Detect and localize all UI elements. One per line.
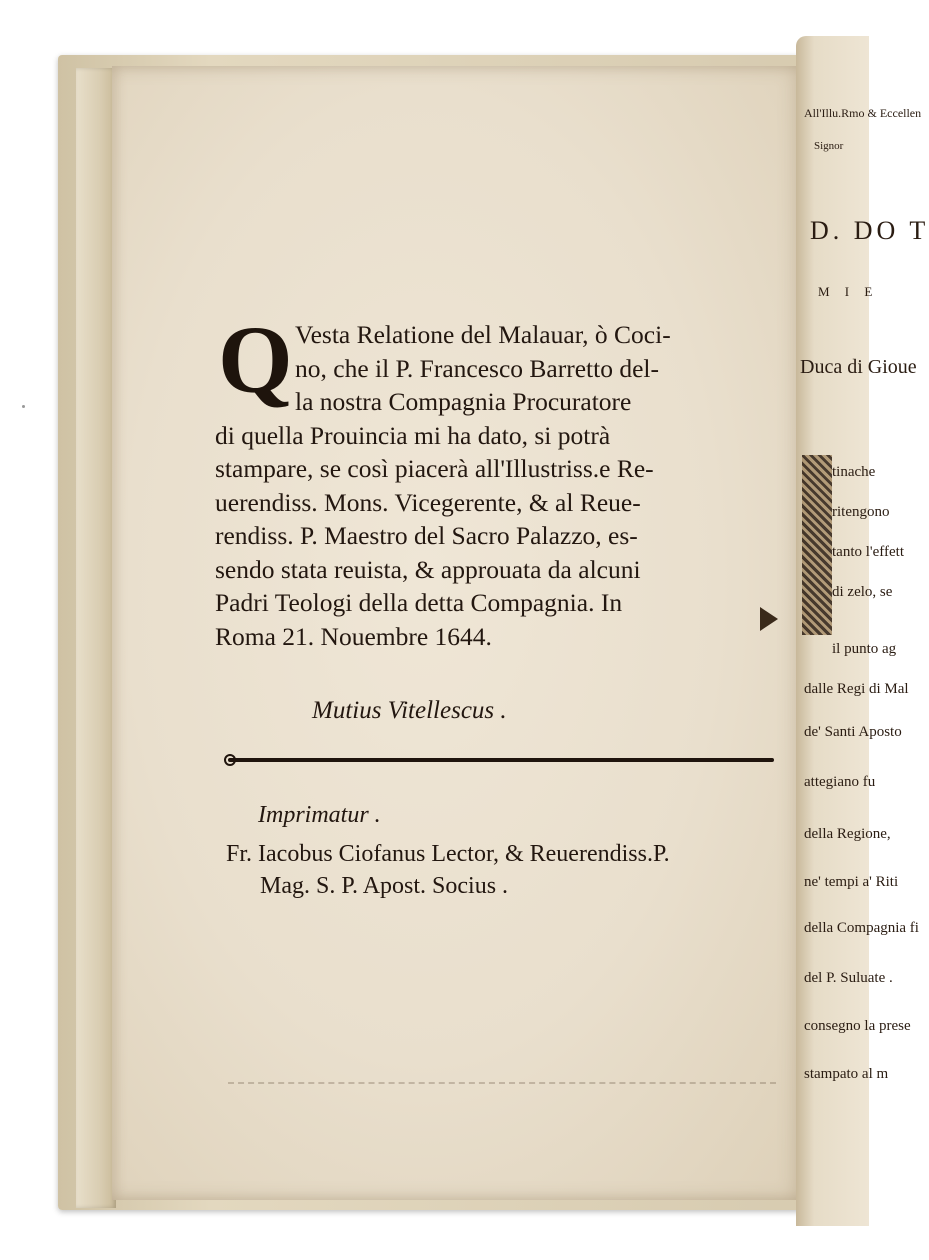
page-edge — [76, 68, 116, 1208]
signature: Mutius Vitellescus . — [312, 697, 507, 724]
text-line: Padri Teologi della detta Compagnia. In — [215, 588, 623, 617]
text-line: Fr. Iacobus Ciofanus Lector, & Reuerendiss.P. — [226, 841, 670, 867]
right-page-text: Duca di Gioue — [800, 356, 917, 378]
text-line: di quella Prouincia mi ha dato, si potrà — [215, 420, 611, 450]
right-page-text: stampato al m — [804, 1066, 889, 1082]
right-page-text: D. DO T — [810, 216, 929, 245]
pointer-arrow-icon — [760, 607, 778, 631]
divider-rule — [228, 758, 774, 762]
right-page-text: consegno la prese — [804, 1018, 911, 1034]
text-line: Vesta Relatione del Malauar, ò Coci- — [295, 320, 671, 349]
text-line: la nostra Compagnia Procuratore — [295, 387, 632, 416]
right-page-text: tanto l'effett — [832, 544, 904, 560]
text-line: sendo stata reuista, & approuata da alcuni — [215, 554, 641, 584]
drop-cap: Q — [218, 306, 293, 413]
approval-text — [226, 838, 670, 902]
text-line: rendiss. P. Maestro del Sacro Palazzo, es- — [215, 521, 638, 550]
text-line: Mag. S. P. Apost. Socius . — [260, 873, 509, 899]
right-page-text: dalle Regi di Mal — [804, 681, 909, 697]
text-line: uerendiss. Mons. Vicegerente, & al Reue- — [215, 487, 641, 517]
right-page-text: il punto ag — [832, 641, 897, 657]
show-through-rule — [228, 1082, 776, 1084]
right-page-text: All'Illu.Rmo & Eccellen — [804, 106, 922, 120]
imprimatur-heading: Imprimatur . — [258, 802, 381, 828]
text-line: Roma 21. Nouembre 1644. — [215, 621, 492, 651]
right-page-text: Signor — [814, 140, 844, 152]
text-line: no, che il P. Francesco Barretto del- — [295, 353, 659, 383]
text-line: stampare, se così piacerà all'Illustriss.e Re- — [215, 454, 654, 483]
right-page-text: di zelo, se — [832, 584, 893, 600]
right-page-text: tinache — [832, 464, 876, 480]
right-page-text: della Regione, — [804, 826, 891, 842]
right-page-text: M I E — [818, 284, 879, 299]
license-text — [215, 318, 780, 653]
right-page-text: attegiano fu — [804, 774, 876, 790]
woodcut-ornament — [802, 455, 832, 635]
speck — [22, 405, 25, 408]
right-page-text: de' Santi Aposto — [804, 724, 902, 740]
right-page-text: del P. Suluate . — [804, 970, 893, 986]
right-page-text: della Compagnia fi — [804, 920, 919, 936]
right-page-text: ritengono — [832, 504, 890, 520]
right-page-text: ne' tempi a' Riti — [804, 874, 899, 890]
